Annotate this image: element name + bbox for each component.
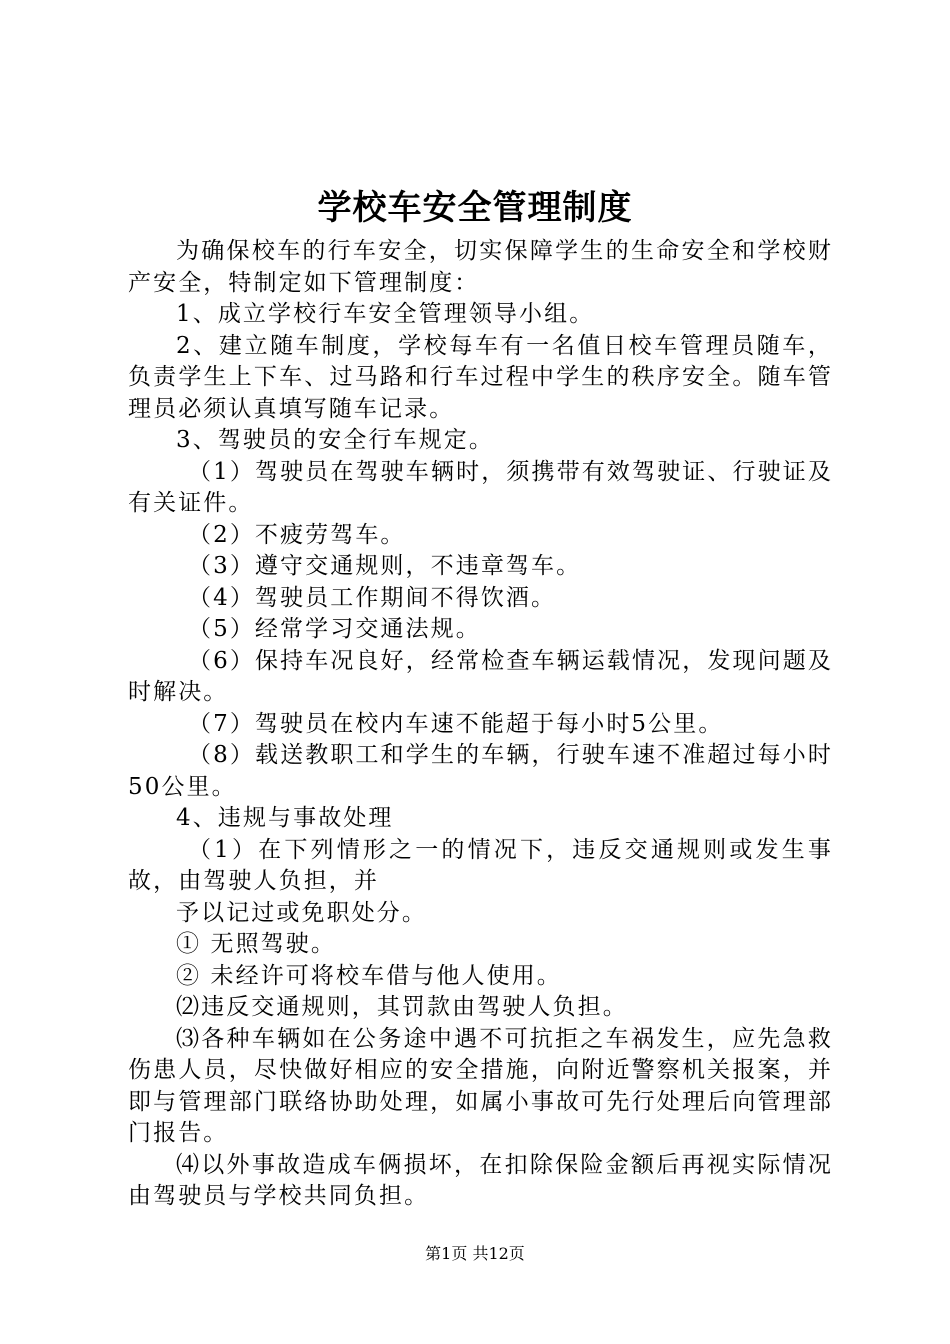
paragraph-violation-1-cont: 予以记过或免职处分。 [176,899,427,926]
paragraph-rule-7: （7）驾驶员在校内车速不能超于每小时5公里。 [188,710,724,737]
paragraph-rule-5: （5）经常学习交通法规。 [188,616,481,642]
paragraph-rule-1: （1）驾驶员在驾驶车辆时，须携带有效驾驶证、行驶证及有关证件。 [128,458,833,516]
paragraph-item-2: 2、建立随车制度，学校每车有一名值日校车管理员随车，负责学生上下车、过马路和行车过程中学生的秩序安全。随车管理员必须认真填写随车记录。 [128,332,833,422]
paragraph-intro: 为确保校车的行车安全，切实保障学生的生命安全和学校财产安全，特制定如下管理制度： [128,238,833,296]
paragraph-rule-3: （3）遵守交通规则，不违章驾车。 [188,553,582,579]
paragraph-violation-1: （1）在下列情形之一的情况下，违反交通规则或发生事故，由驾驶人负担，并 [128,836,833,894]
page-number-footer: 第1页 共12页 [425,1244,525,1263]
paragraph-rule-2: （2）不疲劳驾车。 [188,521,406,548]
paragraph-sub-a: ① 无照驾驶。 [176,931,337,957]
paragraph-violation-2: ⑵违反交通规则，其罚款由驾驶人负担。 [176,994,628,1020]
document-title: 学校车安全管理制度 [317,188,633,228]
paragraph-rule-6: （6）保持车况良好，经常检查车辆运载情况，发现问题及时解决。 [128,647,833,705]
paragraph-violation-3: ⑶各种车辆如在公务途中遇不可抗拒之车祸发生，应先急救伤患人员，尽快做好相应的安全措施，向附近警察机关报案，并即与管理部门联络协助处理，如属小事故可先行处理后向管理部门报告。 [128,1025,833,1146]
paragraph-rule-4: （4）驾驶员工作期间不得饮酒。 [188,584,557,611]
paragraph-sub-b: ② 未经许可将校车借与他人使用。 [176,962,562,989]
paragraph-item-4: 4、违规与事故处理 [176,805,394,831]
paragraph-item-3: 3、驾驶员的安全行车规定。 [176,427,494,453]
document-body [128,236,833,1213]
paragraph-item-1: 1、成立学校行车安全管理领导小组。 [176,301,595,327]
paragraph-rule-8: （8）载送教职工和学生的车辆，行驶车速不准超过每小时50公里。 [128,742,833,800]
paragraph-violation-4: ⑷以外事故造成车俩损坏，在扣除保险金额后再视实际情况由驾驶员与学校共同负担。 [128,1151,833,1209]
